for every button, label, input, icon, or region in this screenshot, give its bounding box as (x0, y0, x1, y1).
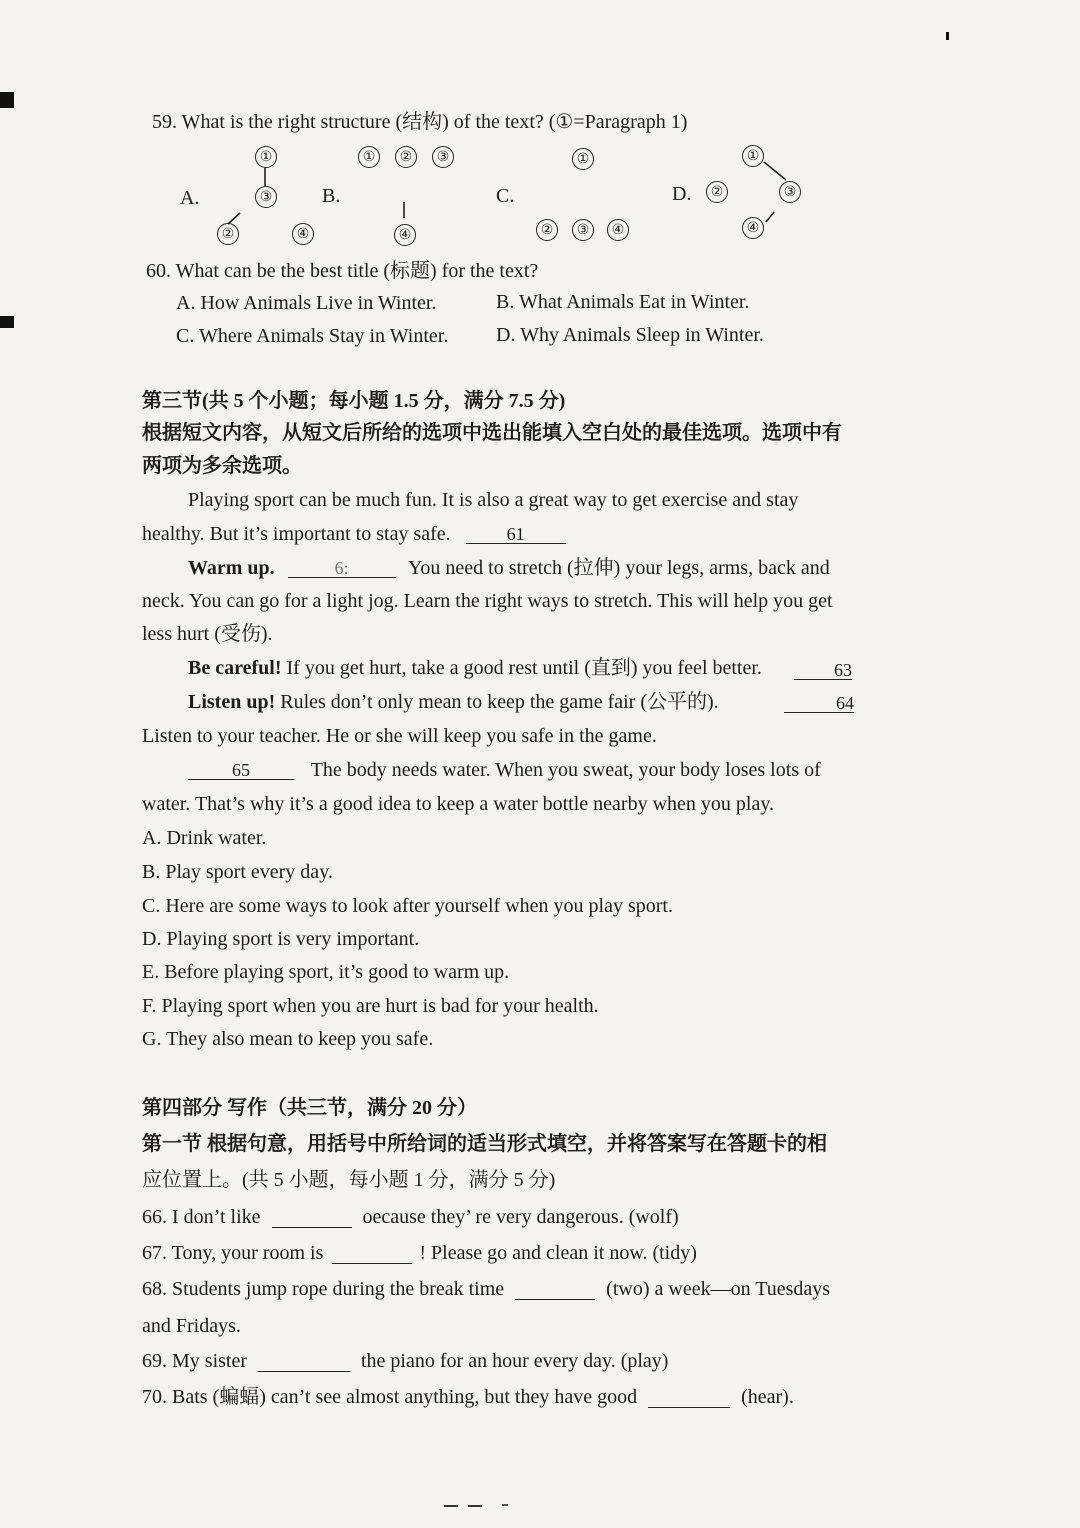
choice-c: C. Here are some ways to look after yourself when you play sport. (142, 895, 673, 917)
passage-p2-lead: Warm up. (188, 557, 275, 579)
section-3-instruction-line1: 根据短文内容，从短文后所给的选项中选出能填入空白处的最佳选项。选项中有 (142, 422, 842, 444)
passage-p5-line2: water. That’s why it’s a good idea to keep a water bottle nearby when you play. (142, 793, 775, 815)
q59-c-node-2: ② (536, 219, 558, 241)
q59-c-node-3: ③ (572, 219, 594, 241)
question-68-text-b: (two) a week—on Tuesdays (606, 1278, 831, 1300)
q59-d-node-3: ③ (779, 181, 801, 203)
q60-option-b: B. What Animals Eat in Winter. (496, 291, 750, 313)
q59-d-node-4: ④ (742, 217, 764, 239)
q59-b-node-1: ① (358, 146, 380, 168)
q59-c-node-4: ④ (607, 219, 629, 241)
q59-option-d-label: D. (672, 183, 692, 205)
question-69-text-b: the piano for an hour every day. (play) (361, 1350, 669, 1372)
question-59: 59. What is the right structure (结构) of the text? (①=Paragraph 1) (152, 111, 688, 133)
choice-f: F. Playing sport when you are hurt is bad for your health. (142, 995, 599, 1017)
q59-a-node-1: ① (255, 146, 277, 168)
passage-p3-lead: Be careful! (188, 657, 282, 679)
passage-p1-line2-text: healthy. But it’s important to stay safe. (142, 523, 451, 545)
question-67-text-b: ! Please go and clean it now. (tidy) (419, 1242, 697, 1264)
section-3-heading: 第三节(共 5 个小题；每小题 1.5 分，满分 7.5 分) (142, 390, 566, 412)
q60-option-c: C. Where Animals Stay in Winter. (176, 325, 449, 347)
blank-63: 63 (794, 661, 852, 680)
passage-p4-text: Rules don’t only mean to keep the game fair (公平的). (280, 691, 719, 713)
q59-a-node-3: ③ (255, 186, 277, 208)
question-67-text-a: 67. Tony, your room is (142, 1242, 324, 1264)
q59-option-b-label: B. (322, 185, 341, 207)
question-68-continued: and Fridays. (142, 1315, 241, 1337)
section-3-instruction-line2: 两项为多余选项。 (142, 455, 302, 477)
part-4-heading: 第四部分 写作（共三节，满分 20 分） (142, 1097, 477, 1119)
question-68-text-a: 68. Students jump rope during the break time (142, 1278, 505, 1300)
blank-64: 64 (784, 694, 854, 713)
passage-p5-text: The body needs water. When you sweat, your body loses lots of (310, 759, 821, 781)
q59-d-node-1: ① (742, 145, 764, 167)
q59-c-node-1: ① (572, 148, 594, 170)
passage-p2-line2: neck. You can go for a light jog. Learn the right ways to stretch. This will help you get (142, 590, 833, 612)
passage-p3-text: If you get hurt, take a good rest until (直到) you feel better. (286, 657, 762, 679)
question-70-text-b: (hear). (741, 1386, 794, 1408)
passage-p4-lead: Listen up! (188, 691, 276, 713)
part-4-instruction-line2: 应位置上。(共 5 小题，每小题 1 分，满分 5 分) (142, 1169, 556, 1191)
q60-option-a: A. How Animals Live in Winter. (176, 292, 437, 314)
passage-p1-line1: Playing sport can be much fun. It is also a great way to get exercise and stay (188, 489, 799, 511)
q59-option-a-label: A. (180, 187, 200, 209)
question-69-text-a: 69. My sister (142, 1350, 247, 1372)
blank-62: 6: (288, 559, 396, 578)
passage-p2-line3: less hurt (受伤). (142, 623, 273, 645)
passage-p2-line1-text: You need to stretch (拉伸) your legs, arms, back and (407, 557, 830, 579)
q59-a-node-2: ② (217, 223, 239, 245)
blank-61: 61 (466, 525, 566, 544)
q59-b-node-2: ② (395, 146, 417, 168)
choice-a: A. Drink water. (142, 827, 267, 849)
choice-b: B. Play sport every day. (142, 861, 333, 883)
q59-option-c-label: C. (496, 185, 515, 207)
question-66-text-b: oecause they’ re very dangerous. (wolf) (362, 1206, 679, 1228)
choice-e: E. Before playing sport, it’s good to warm up. (142, 961, 510, 983)
q60-option-d: D. Why Animals Sleep in Winter. (496, 324, 764, 346)
question-60: 60. What can be the best title (标题) for the text? (146, 260, 539, 282)
q59-b-node-4: ④ (394, 224, 416, 246)
q59-a-node-4: ④ (292, 223, 314, 245)
part-4-instruction-line1: 第一节 根据句意，用括号中所给词的适当形式填空，并将答案写在答题卡的相 (142, 1133, 827, 1155)
question-70-text-a: 70. Bats (蝙蝠) can’t see almost anything, but they have good (142, 1386, 638, 1408)
choice-g: G. They also mean to keep you safe. (142, 1028, 434, 1050)
question-66-text-a: 66. I don’t like (142, 1206, 261, 1228)
q59-b-node-3: ③ (432, 146, 454, 168)
passage-p4-line2: Listen to your teacher. He or she will keep you safe in the game. (142, 725, 657, 747)
blank-65: 65 (188, 761, 294, 780)
choice-d: D. Playing sport is very important. (142, 928, 420, 950)
q59-d-node-2: ② (706, 181, 728, 203)
